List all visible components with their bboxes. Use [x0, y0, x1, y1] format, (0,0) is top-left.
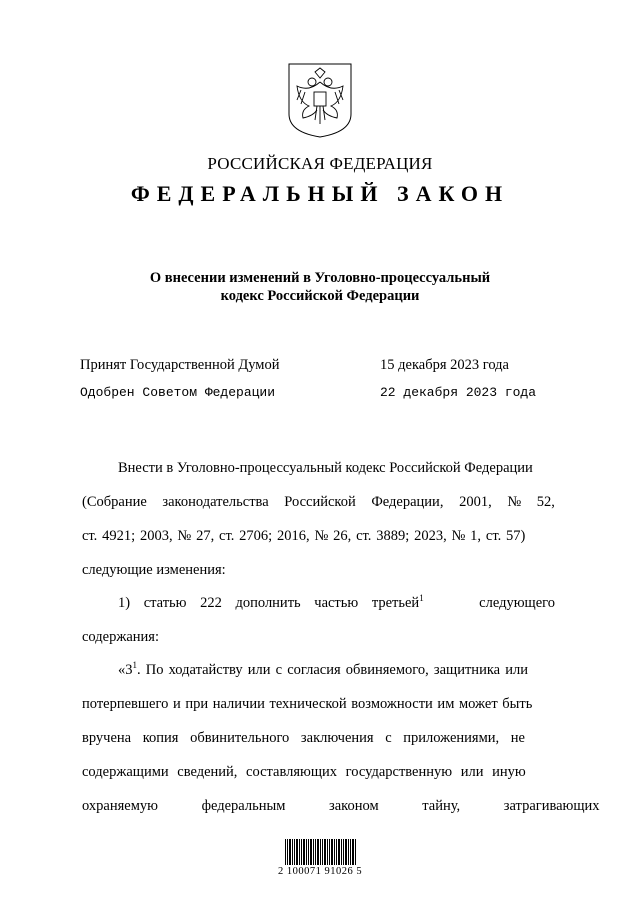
body-line: потерпевшего и при наличии технической возможности им может быть [82, 696, 533, 712]
body-line-part: «3 [118, 662, 133, 678]
duma-adoption-date: 15 декабря 2023 года [380, 357, 509, 373]
barcode-number: 2 100071 91026 5 [278, 866, 363, 877]
body-line [118, 662, 528, 679]
country-heading: РОССИЙСКАЯ ФЕДЕРАЦИЯ [207, 154, 433, 173]
body-line: вручена копия обвинительного заключения с приложениями, не [82, 730, 525, 746]
council-approval-date: 22 декабря 2023 года [380, 385, 537, 400]
council-approval-label: Одобрен Советом Федерации [80, 385, 276, 400]
body-line-part: следующего [479, 595, 555, 611]
body-line-part: 1) статью 222 дополнить частью третьей [118, 595, 420, 611]
law-title-line-2: кодекс Российской Федерации [220, 288, 420, 304]
body-line: (Собрание законодательства Российской Федерации, 2001, № 52, [82, 494, 555, 510]
superscript: 1 [419, 593, 424, 603]
body-line: ст. 4921; 2003, № 27, ст. 2706; 2016, № 26, ст. 3889; 2023, № 1, ст. 57) [82, 528, 526, 544]
body-line: Внести в Уголовно-процессуальный кодекс Российской Федерации [118, 460, 533, 476]
body-line-part: . По ходатайству или с согласия обвиняемого, защитника или [137, 662, 528, 678]
body-line: следующие изменения: [82, 562, 226, 578]
body-line: содержания: [82, 629, 160, 645]
coat-of-arms-icon [287, 62, 353, 138]
body-line: охраняемую федеральным законом тайну, затрагивающих [82, 798, 600, 814]
superscript: 1 [132, 660, 137, 670]
body-line: содержащими сведений, составляющих государственную или иную [82, 764, 526, 780]
duma-adoption-label: Принят Государственной Думой [80, 357, 280, 373]
body-line [118, 595, 555, 612]
barcode [285, 839, 357, 865]
law-title-line-1: О внесении изменений в Уголовно-процессуальный [149, 270, 491, 286]
document-type-heading: ФЕДЕРАЛЬНЫЙ ЗАКОН [130, 181, 510, 206]
